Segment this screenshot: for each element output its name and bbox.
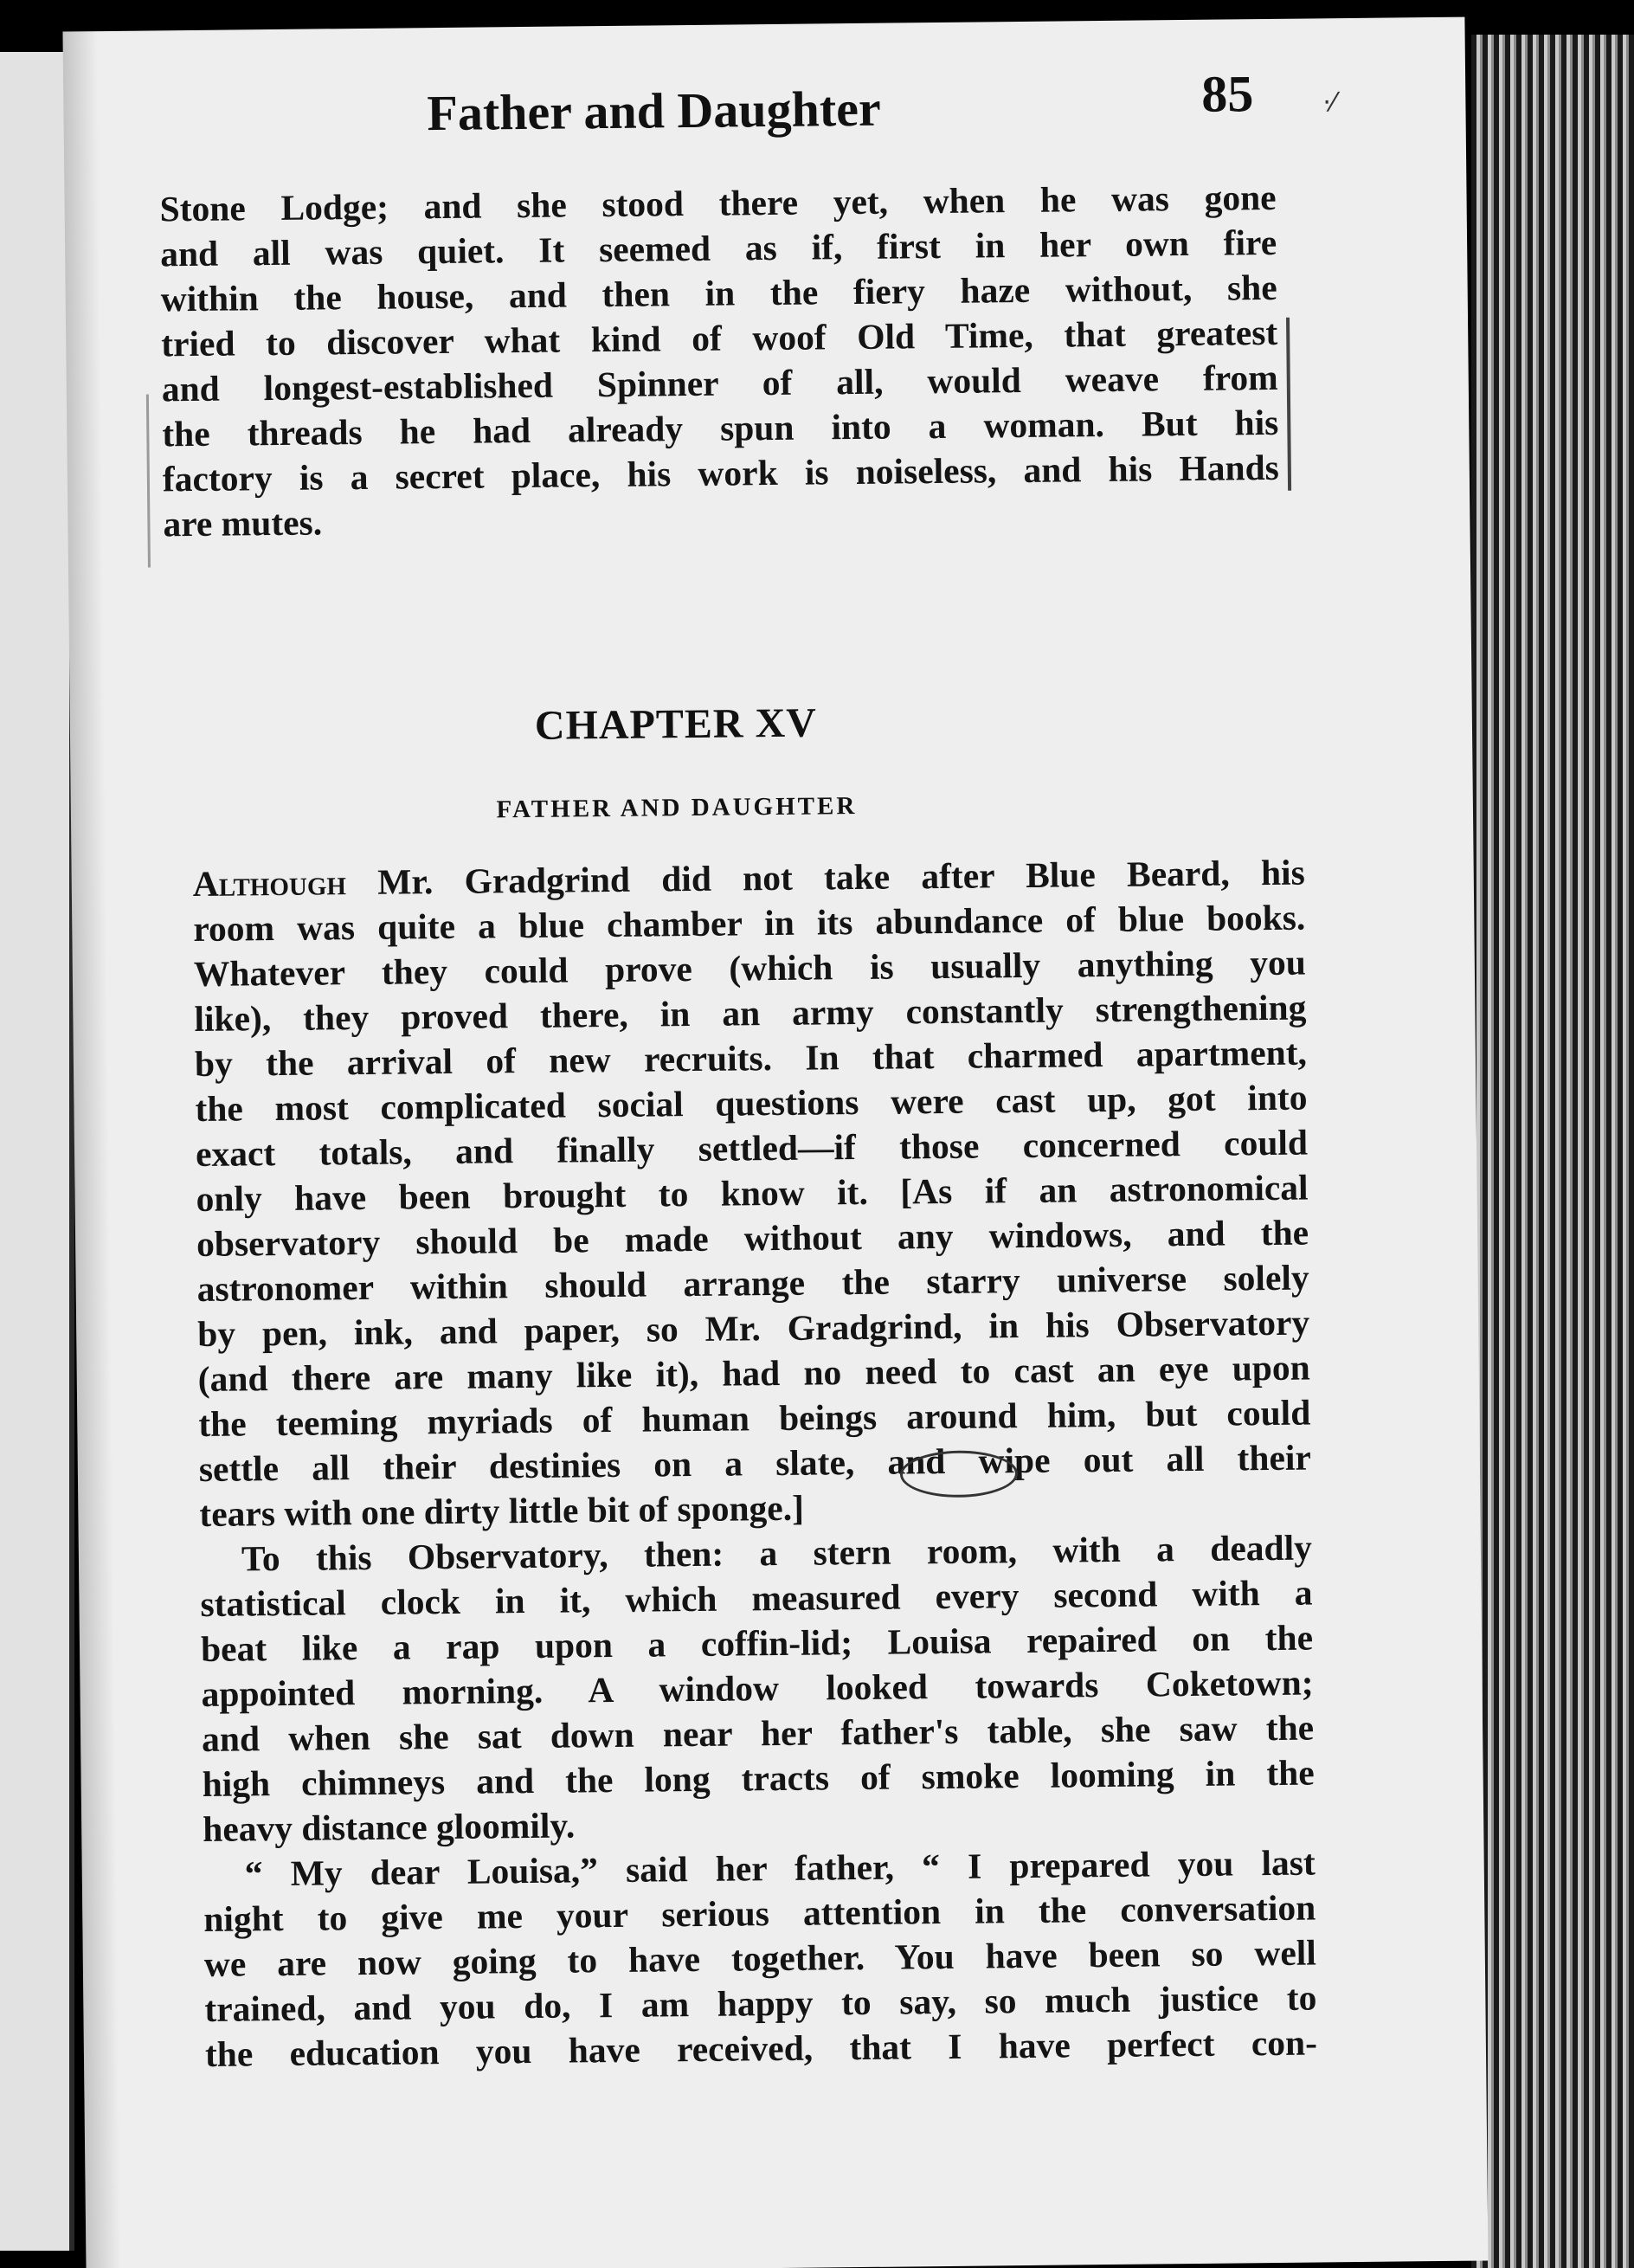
text-line: the most complicated social questions were cast up, got into bbox=[195, 1077, 1308, 1130]
text-line: exact totals, and finally settled—if those concerned could bbox=[195, 1122, 1309, 1175]
opening-word: Although bbox=[192, 862, 347, 905]
chapter-subtitle: FATHER AND DAUGHTER bbox=[496, 791, 858, 824]
text-line: like), they proved there, in an army constantly strengthening bbox=[194, 987, 1307, 1040]
text-line: heavy distance gloomily. bbox=[202, 1805, 576, 1849]
text-line: only have been brought to know it. [As if an astronomical bbox=[196, 1167, 1309, 1220]
text-line: night to give me your serious attention in the conversation bbox=[203, 1887, 1316, 1939]
text-line: statistical clock in it, which measured every second with a bbox=[200, 1572, 1313, 1624]
text-line: by pen, ink, and paper, so Mr. Gradgrind, in his Observatory bbox=[196, 1302, 1310, 1355]
text-line: and longest-established Spinner of all, would weave from bbox=[161, 357, 1278, 409]
text-line: the teeming myriads of human beings around him, but could bbox=[198, 1392, 1311, 1444]
text-line: astronomer within should arrange the starry universe solely bbox=[196, 1257, 1309, 1310]
text-line: (and there are many like it), had no need to cast an eye upon bbox=[197, 1347, 1310, 1400]
margin-pencil-line bbox=[1286, 318, 1291, 491]
text-line: “ My dear Louisa,” said her father, “ I prepared you last bbox=[244, 1842, 1316, 1894]
page-number: 85 bbox=[1200, 65, 1254, 123]
text-line: beat like a rap upon a coffin-lid; Louisa repaired on the bbox=[200, 1617, 1314, 1669]
text-line: the threads he had already spun into a woman. But his bbox=[162, 402, 1279, 454]
book-page-edges bbox=[1471, 35, 1634, 2268]
text-line: Stone Lodge; and she stood there yet, when he was gone bbox=[159, 177, 1277, 229]
text-line: tears with one dirty little bit of sponge.] bbox=[199, 1487, 805, 1534]
chapter-title: CHAPTER XV bbox=[534, 699, 818, 749]
text-line: trained, and you do, I am happy to say, so much justice to bbox=[204, 1977, 1317, 2029]
text-line: tried to discover what kind of woof Old Time, that greatest bbox=[161, 312, 1278, 364]
chapter-body bbox=[193, 850, 1318, 2077]
text-line: observatory should be made without any windows, and the bbox=[196, 1212, 1309, 1265]
paragraph-continued bbox=[159, 175, 1279, 546]
text-line: factory is a secret place, his work is noiseless, and his Hands bbox=[162, 447, 1280, 499]
text-line: room was quite a blue chamber in its abundance of blue books. bbox=[193, 897, 1306, 950]
text-line: and all was quiet. It seemed as if, first in her own fire bbox=[159, 222, 1277, 274]
book-page bbox=[62, 17, 1488, 2268]
text-line: we are now going to have together. You have been so well bbox=[203, 1932, 1317, 1984]
text-line: appointed morning. A window looked towards Coketown; bbox=[201, 1662, 1314, 1714]
text-line: To this Observatory, then: a stern room, with a deadly bbox=[241, 1527, 1313, 1579]
margin-pencil-mark: ·⁄ bbox=[1322, 87, 1336, 119]
text-line: and when she sat down near her father's table, she saw the bbox=[201, 1707, 1315, 1759]
text-line: Whatever they could prove (which is usually anything you bbox=[193, 942, 1307, 995]
margin-pencil-line-left bbox=[146, 395, 151, 568]
text-line: within the house, and then in the fiery haze without, she bbox=[160, 267, 1277, 319]
text-line: are mutes. bbox=[163, 502, 323, 544]
facing-page-edge bbox=[0, 52, 74, 2251]
text-line-rest: Mr. Gradgrind did not take after Blue Beard, his bbox=[345, 852, 1305, 903]
text-line: the education you have received, that I have perfect con- bbox=[204, 2022, 1318, 2074]
text-line: settle all their destinies on a slate, and wipe out all their bbox=[198, 1437, 1312, 1489]
text-line: by the arrival of new recruits. In that charmed apartment, bbox=[194, 1032, 1308, 1085]
text-line: high chimneys and the long tracts of smoke looming in the bbox=[202, 1752, 1315, 1804]
running-header: Father and Daughter bbox=[427, 80, 881, 142]
